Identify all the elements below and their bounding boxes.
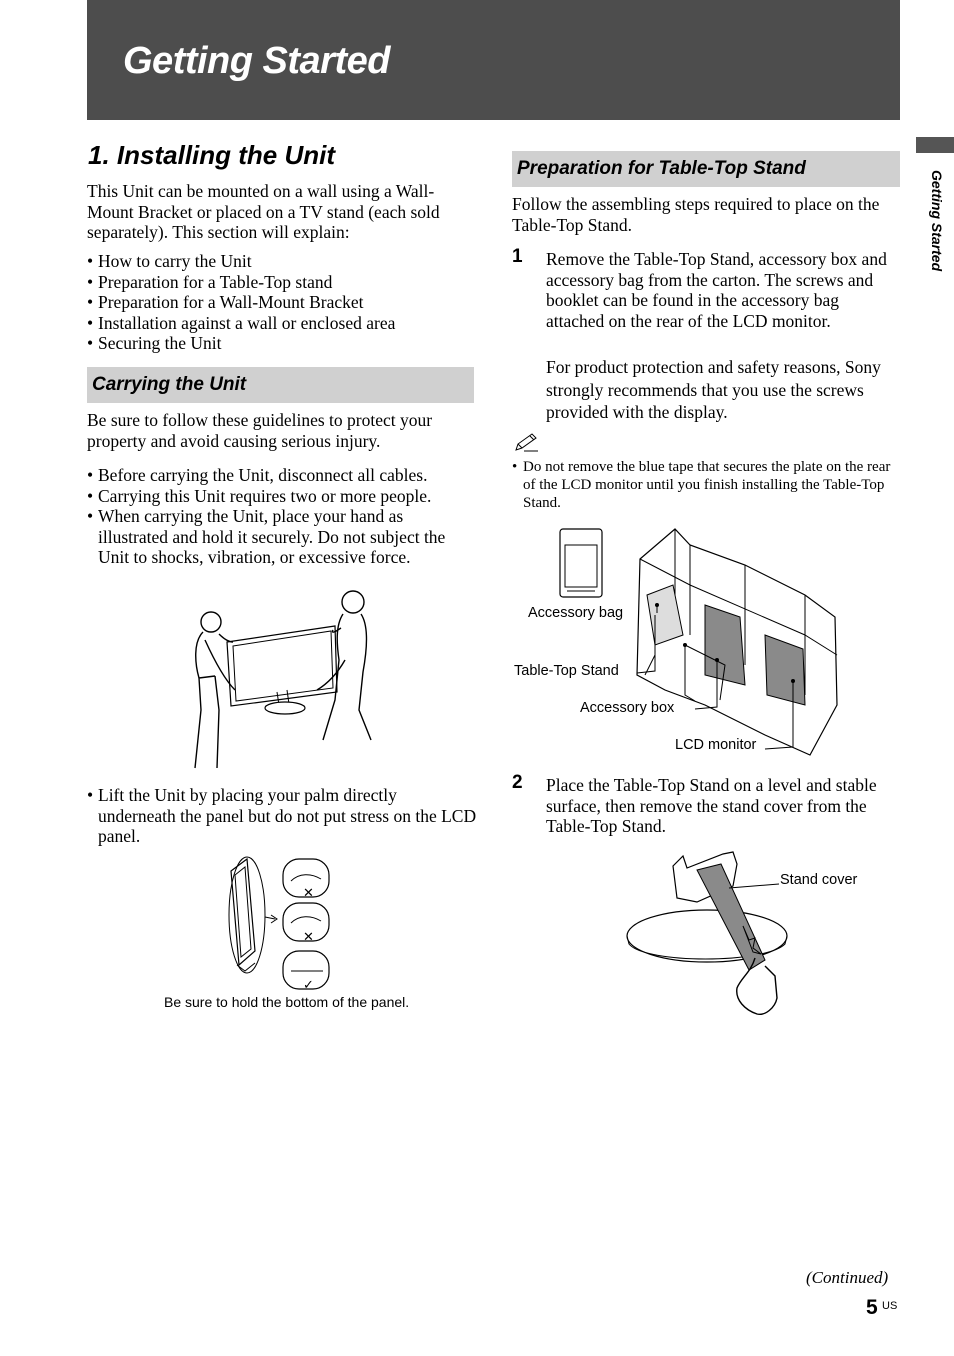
lift-list: [87, 785, 477, 847]
note-list: [512, 458, 900, 512]
step-extra-text: For product protection and safety reasons, Sony strongly recommends that you use the screws provided with the display.: [546, 357, 881, 422]
svg-text:✕: ✕: [303, 886, 314, 901]
svg-text:✕: ✕: [303, 930, 314, 945]
carrying-list: [87, 465, 477, 568]
table-top-stand-label: Table-Top Stand: [514, 663, 619, 679]
step-text: Place the Table-Top Stand on a level and stable surface, then remove the stand cover from the Table-Top Stand.: [546, 775, 877, 836]
hold-panel-illustration: [215, 855, 340, 995]
list-item: • Lift the Unit by placing your palm directly underneath the panel but do not put stress on the LCD panel.: [87, 785, 477, 847]
side-tab-marker: [916, 137, 954, 153]
pencil-icon: [514, 432, 540, 452]
table-top-heading: Preparation for Table-Top Stand: [512, 151, 900, 187]
section-title: 1. Installing the Unit: [88, 140, 336, 170]
list-item: • How to carry the Unit: [87, 251, 477, 272]
stand-cover-label: Stand cover: [780, 872, 858, 888]
list-item: • Preparation for a Wall-Mount Bracket: [87, 292, 477, 313]
intro-paragraph: This Unit can be mounted on a wall using a Wall-Mount Bracket or placed on a TV stand (each sold separately). This section will explain:: [87, 181, 440, 242]
page-suffix: US: [882, 1300, 898, 1312]
continued-label: (Continued): [806, 1268, 889, 1287]
topics-list: [87, 251, 477, 354]
carrying-intro: Be sure to follow these guidelines to protect your property and avoid causing serious injury.: [87, 410, 433, 451]
side-tab-label: Getting Started: [929, 170, 945, 272]
list-item: • Installation against a wall or enclosed area: [87, 313, 477, 334]
title-banner: [87, 0, 900, 120]
svg-text:✓: ✓: [303, 978, 314, 993]
list-item: • Preparation for a Table-Top stand: [87, 272, 477, 293]
carrying-heading: Carrying the Unit: [87, 367, 474, 403]
list-item: • Carrying this Unit requires two or more people.: [87, 486, 477, 507]
carton-illustration: [555, 525, 845, 760]
list-item: • Before carrying the Unit, disconnect all cables.: [87, 465, 477, 486]
table-top-intro: Follow the assembling steps required to place on the Table-Top Stand.: [512, 194, 880, 235]
step-number: 1: [512, 246, 523, 267]
stand-cover-illustration: [625, 848, 790, 1026]
list-item: • Securing the Unit: [87, 333, 477, 354]
hold-caption: Be sure to hold the bottom of the panel.: [164, 994, 410, 1010]
accessory-bag-label: Accessory bag: [528, 605, 624, 621]
list-item: • When carrying the Unit, place your hand as illustrated and hold it securely. Do not subject the Unit to shocks, vibration, or excessive force.: [87, 506, 477, 568]
page-title: Getting Started: [123, 40, 390, 82]
accessory-box-label: Accessory box: [580, 700, 675, 716]
carrying-illustration: [185, 580, 380, 770]
lcd-monitor-label: LCD monitor: [675, 737, 757, 753]
list-item: • Do not remove the blue tape that secures the plate on the rear of the LCD monitor until you finish installing the Table-Top Stand.: [512, 458, 900, 512]
step-number: 2: [512, 772, 523, 793]
page-number: 5: [866, 1296, 878, 1319]
step-text: Remove the Table-Top Stand, accessory box and accessory bag from the carton. The screws and booklet can be found in the accessory bag attached on the rear of the LCD monitor.: [546, 249, 887, 331]
